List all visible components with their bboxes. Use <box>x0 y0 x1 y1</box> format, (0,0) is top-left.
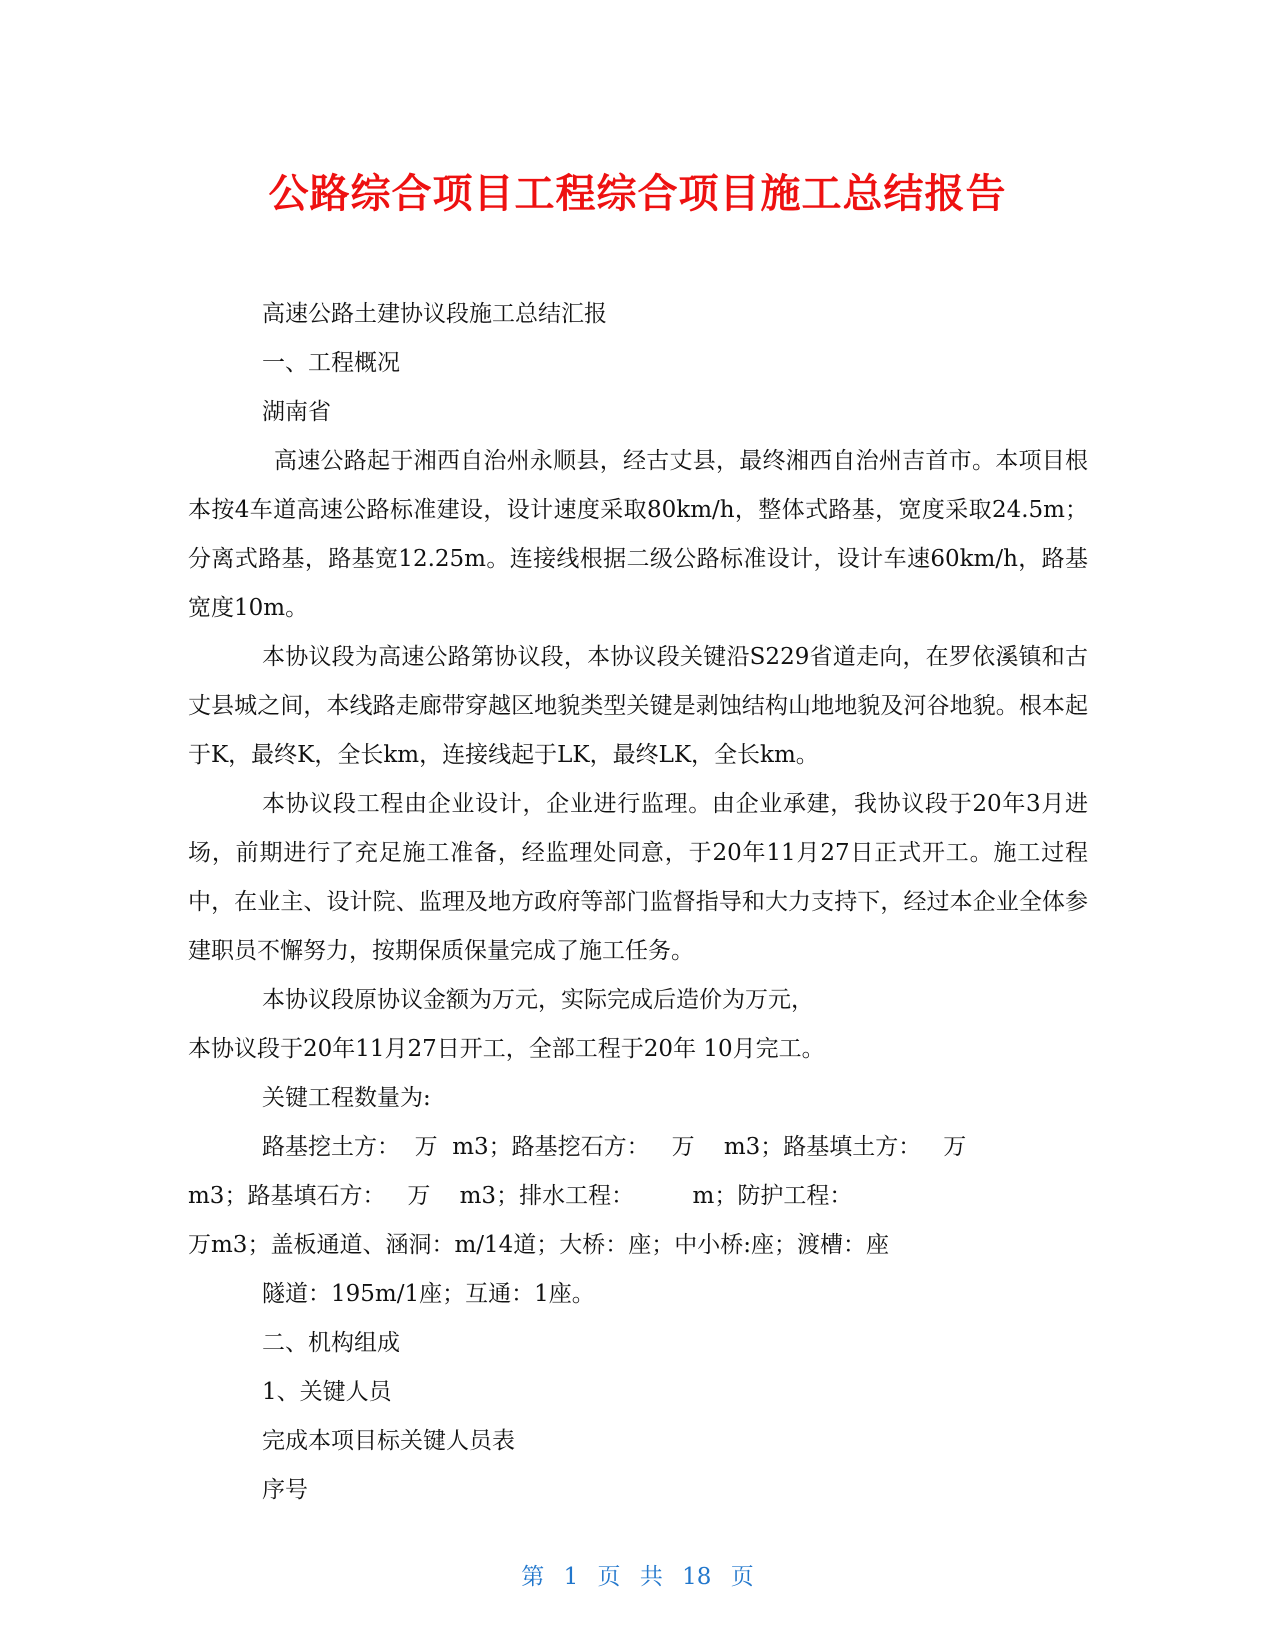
quantities-line: m3；路基填石方： 万 m3；排水工程： m；防护工程： <box>188 1183 853 1209</box>
contract-amount-line: 本协议段原协议金额为万元，实际完成后造价为万元， <box>262 987 814 1013</box>
quantities-line: 隧道：195m/1座；互通：1座。 <box>262 1281 595 1307</box>
page-footer <box>0 1558 1275 1591</box>
quantities-heading: 关键工程数量为: <box>262 1085 431 1111</box>
section-heading-organization: 二、机构组成 <box>262 1330 400 1356</box>
province-label: 湖南省 <box>262 399 331 425</box>
paragraph-contract-section: 本协议段为高速公路第协议段，本协议段关键沿S229省道走向，在罗依溪镇和古丈县城之间，本线路走廊带穿越区地貌类型关键是剥蚀结构山地地貌及河谷地貌。根本起于K，最终K，全长km，连接线起于LK，最终LK，全长km。 <box>188 644 1088 768</box>
footer-page-number: 1 <box>563 1564 579 1590</box>
document-title: 公路综合项目工程综合项目施工总结报告 <box>268 171 1007 217</box>
construction-dates-line: 本协议段于20年11月27日开工，全部工程于20年 10月完工。 <box>188 1036 825 1062</box>
section-heading-overview: 一、工程概况 <box>262 350 400 376</box>
paragraph-project-route: 高速公路起于湘西自治州永顺县，经古丈县，最终湘西自治州吉首市。本项目根本按4车道高速公路标准建设，设计速度采取80km/h，整体式路基，宽度采取24.5m；分离式路基，路基宽12.25m。连接线根据二级公路标准设计，设计车速60km/h，路基宽度10m。 <box>188 448 1088 621</box>
subsection-heading-key-personnel: 1、关键人员 <box>262 1379 392 1405</box>
footer-page-mid: 页 <box>597 1564 621 1590</box>
quantities-line: 路基挖土方： 万 m3；路基挖石方： 万 m3；路基填土方： 万 <box>262 1134 967 1160</box>
document-body <box>188 290 1088 1515</box>
footer-page-prefix: 第 <box>521 1564 545 1590</box>
footer-total-label: 共 <box>639 1564 663 1590</box>
paragraph-construction-process: 本协议段工程由企业设计，企业进行监理。由企业承建，我协议段于20年3月进场，前期进行了充足施工准备，经监理处同意，于20年11月27日正式开工。施工过程中，在业主、设计院、监理及地方政府等部门监督指导和大力支持下，经过本企业全体参建职员不懈努力，按期保质保量完成了施工任务。 <box>188 791 1088 964</box>
report-subtitle: 高速公路土建协议段施工总结汇报 <box>262 301 607 327</box>
footer-page-suffix: 页 <box>730 1564 754 1590</box>
table-header-serial-number: 序号 <box>262 1477 308 1503</box>
footer-total-pages: 18 <box>682 1564 712 1590</box>
quantities-line: 万m3；盖板通道、涵洞：m/14道；大桥：座；中小桥:座；渡槽：座 <box>188 1232 890 1258</box>
table-caption: 完成本项目标关键人员表 <box>262 1428 515 1454</box>
